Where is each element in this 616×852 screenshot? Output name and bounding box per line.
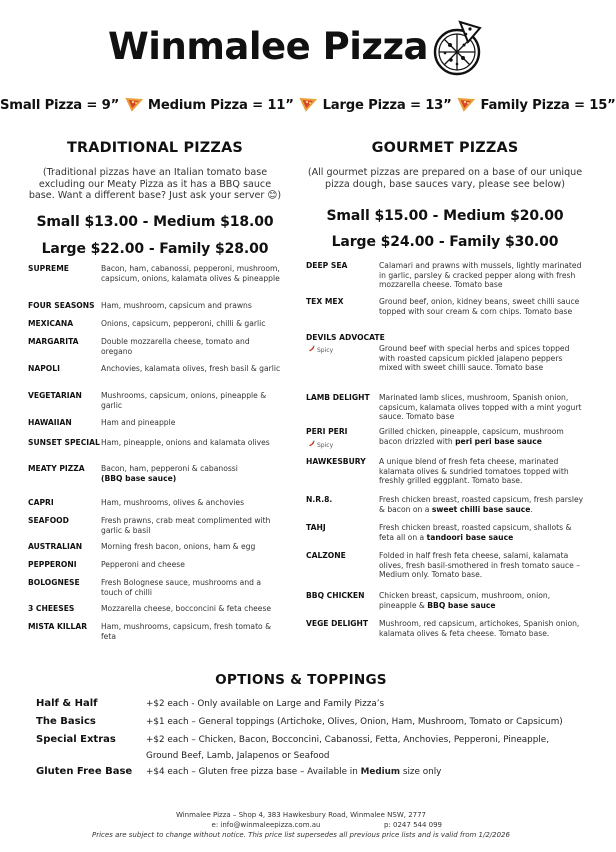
pizza-name: PEPPERONI bbox=[28, 560, 77, 569]
pizza-description: Mushroom, red capsicum, artichokes, Spanish onion, kalamata olives & feta cheese. Tomato base. bbox=[379, 619, 580, 638]
base-sauce-note: BBQ base sauce bbox=[427, 600, 496, 610]
pizza-name: FOUR SEASONS bbox=[28, 301, 95, 310]
pizza-name: SEAFOOD bbox=[28, 516, 69, 525]
pizza-description: Ham, mushrooms, olives & anchovies bbox=[101, 498, 245, 507]
pizza-description: Double mozzarella cheese, tomato and oregano bbox=[101, 337, 250, 356]
pizza-name: VEGETARIAN bbox=[28, 391, 82, 400]
pizza-description: Morning fresh bacon, onions, ham & egg bbox=[101, 542, 256, 551]
pizza-name: SUPREME bbox=[28, 264, 69, 273]
chili-icon bbox=[308, 441, 315, 449]
option-description: +$2 each – Chicken, Bacon, Bocconcini, Cabanossi, Fetta, Anchovies, Pepperoni, Pineapple, Ground Beef, Lamb, Jalapenos or Seafood bbox=[146, 735, 549, 761]
pizza-name: MEATY PIZZA bbox=[28, 464, 85, 473]
traditional-intro: (Traditional pizzas have an Italian tomato base excluding our Meaty Pizza as it has a BBQ sauce base. Want a different base? Just ask your server 😊) bbox=[28, 167, 282, 202]
pizza-name: AUSTRALIAN bbox=[28, 542, 83, 551]
footer-email: e: info@winmaleepizza.com.au bbox=[211, 821, 321, 829]
footer bbox=[0, 810, 602, 840]
pizza-description: Fresh prawns, crab meat complimented with garlic & basil bbox=[101, 516, 271, 535]
option-description: +$2 each - Only available on Large and Family Pizza’s bbox=[146, 699, 385, 709]
footer-address: Winmalee Pizza – Shop 4, 383 Hawkesbury Road, Winmalee NSW, 2777 bbox=[175, 811, 427, 819]
pizza-description: Ground beef, onion, kidney beans, sweet chilli sauce topped with sour cream & corn chips. Tomato base bbox=[379, 297, 580, 316]
traditional-pizzas-section bbox=[28, 138, 282, 641]
pizza-description: Bacon, ham, cabanossi, pepperoni, mushroom, capsicum, onions, kalamata olives & pineapple bbox=[101, 264, 280, 283]
pizza-description: Fresh Bolognese sauce, mushrooms and a touch of chilli bbox=[101, 578, 262, 597]
option-description: +$1 each – General toppings (Artichoke, Olives, Onion, Ham, Mushroom, Tomato or Capsicum) bbox=[146, 717, 563, 727]
pizza-slice-icon bbox=[126, 97, 142, 111]
gourmet-pizzas-section bbox=[306, 138, 584, 638]
pizza-description: Ham and pineapple bbox=[101, 418, 176, 427]
spicy-badge: Spicy bbox=[308, 440, 333, 450]
traditional-price-large-family: Large $22.00 - Family $28.00 bbox=[41, 240, 269, 257]
pizza-icon bbox=[430, 18, 484, 76]
pizza-description: Ground beef with special herbs and spices topped with roasted capsicum pickled jalapeno peppers mixed with sweet chilli sauce. Tomato base bbox=[379, 344, 570, 373]
option-name: Gluten Free Base bbox=[36, 766, 133, 777]
size-large: Large Pizza = 13” bbox=[322, 98, 452, 113]
gourmet-intro: (All gourmet pizzas are prepared on a base of our unique pizza dough, base sauces vary, please see below) bbox=[307, 167, 583, 190]
footer-notice: Prices are subject to change without notice. This price list supersedes all previous price lists and is valid from 1/2/2026 bbox=[92, 831, 510, 839]
footer-phone: p: 0247 544 099 bbox=[384, 821, 443, 829]
pizza-name: MARGARITA bbox=[28, 337, 79, 346]
base-sauce-note: tandoori base sauce bbox=[426, 532, 514, 542]
size-small: Small Pizza = 9” bbox=[0, 98, 120, 113]
menu-header bbox=[0, 18, 602, 80]
options-heading: OPTIONS & TOPPINGS bbox=[215, 672, 387, 688]
option-name: Half & Half bbox=[36, 698, 98, 709]
pizza-description: Mozzarella cheese, bocconcini & feta cheese bbox=[101, 604, 272, 613]
chili-icon bbox=[308, 346, 315, 354]
pizza-description: Onions, capsicum, pepperoni, chilli & garlic bbox=[101, 319, 266, 328]
pizza-name: TEX MEX bbox=[306, 297, 344, 306]
pizza-description: Folded in half fresh feta cheese, salami, kalamata olives, fresh basil-smothered in fresh tomato sauce – Medium only. Tomato base. bbox=[379, 551, 581, 580]
size-family: Family Pizza = 15” bbox=[480, 98, 616, 113]
base-sauce-note: peri peri base sauce bbox=[455, 436, 542, 446]
option-name: Special Extras bbox=[36, 734, 116, 745]
pizza-description: Ham, mushroom, capsicum and prawns bbox=[101, 301, 252, 310]
pizza-slice-icon bbox=[300, 97, 316, 111]
pizza-name: CAPRI bbox=[28, 498, 54, 507]
pizza-description: Mushrooms, capsicum, onions, pineapple & garlic bbox=[101, 391, 267, 410]
base-sauce-note: (BBQ base sauce) bbox=[101, 473, 177, 483]
gourmet-heading: GOURMET PIZZAS bbox=[371, 140, 519, 156]
pizza-name: SUNSET SPECIAL bbox=[28, 438, 100, 447]
pizza-description: Grilled chicken, pineapple, capsicum, mushroom bacon drizzled with peri peri base sauce bbox=[379, 427, 564, 446]
pizza-sizes-line bbox=[0, 96, 616, 116]
pizza-name: BOLOGNESE bbox=[28, 578, 80, 587]
size-medium: Medium Pizza = 11” bbox=[147, 98, 294, 113]
pizza-name: 3 CHEESES bbox=[28, 604, 75, 613]
pizza-description: Pepperoni and cheese bbox=[101, 560, 185, 569]
pizza-name: BBQ CHICKEN bbox=[306, 591, 365, 600]
base-sauce-note: sweet chilli base sauce bbox=[431, 504, 531, 514]
pizza-description: Ham, pineapple, onions and kalamata olives bbox=[101, 438, 270, 447]
pizza-name: TAHJ bbox=[306, 523, 326, 532]
pizza-description: Bacon, ham, pepperoni & cabanossi (BBQ base sauce) bbox=[101, 464, 238, 483]
restaurant-title: Winmalee Pizza bbox=[108, 25, 428, 68]
pizza-name: VEGE DELIGHT bbox=[306, 619, 369, 628]
pizza-name: HAWAIIAN bbox=[28, 418, 72, 427]
pizza-name: N.R.8. bbox=[306, 495, 333, 504]
pizza-description: A unique blend of fresh feta cheese, marinated kalamata olives & sundried tomatoes topped with freshly grilled eggplant. Tomato base. bbox=[379, 457, 569, 486]
pizza-name: DEVILS ADVOCATE bbox=[306, 333, 385, 342]
pizza-name: CALZONE bbox=[306, 551, 346, 560]
pizza-description: Fresh chicken breast, roasted capsicum, fresh parsley & bacon on a sweet chilli base sauce. bbox=[379, 495, 584, 514]
pizza-name: HAWKESBURY bbox=[306, 457, 366, 466]
pizza-slice-icon bbox=[458, 97, 474, 111]
pizza-name: NAPOLI bbox=[28, 364, 60, 373]
pizza-name: LAMB DELIGHT bbox=[306, 393, 370, 402]
pizza-name: DEEP SEA bbox=[306, 261, 348, 270]
gourmet-price-large-family: Large $24.00 - Family $30.00 bbox=[331, 234, 559, 251]
pizza-description: Calamari and prawns with mussels, lightly marinated in garlic, parsley & cracked pepper along with fresh mozzarella cheese. Tomato base bbox=[379, 261, 582, 290]
pizza-name: MEXICANA bbox=[28, 319, 74, 328]
pizza-description: Fresh chicken breast, roasted capsicum, shallots & feta all on a tandoori base sauce bbox=[379, 523, 572, 542]
traditional-price-small-medium: Small $13.00 - Medium $18.00 bbox=[36, 213, 274, 230]
pizza-name: MISTA KILLAR bbox=[28, 622, 88, 631]
gourmet-price-small-medium: Small $15.00 - Medium $20.00 bbox=[326, 208, 564, 225]
option-name: The Basics bbox=[36, 716, 96, 727]
pizza-description: Ham, mushrooms, capsicum, fresh tomato & feta bbox=[101, 622, 272, 641]
pizza-description: Anchovies, kalamata olives, fresh basil & garlic bbox=[101, 364, 281, 373]
spicy-badge: Spicy bbox=[308, 345, 333, 355]
pizza-name: PERI PERI bbox=[306, 427, 348, 436]
pizza-description: Marinated lamb slices, mushroom, Spanish onion, capsicum, kalamata olives topped with a mint yogurt sauce. Tomato base bbox=[379, 393, 582, 422]
option-description: +$4 each – Gluten free pizza base – Available in Medium size only bbox=[146, 767, 442, 777]
pizza-description: Chicken breast, capsicum, mushroom, onion, pineapple & BBQ base sauce bbox=[379, 591, 551, 610]
traditional-heading: TRADITIONAL PIZZAS bbox=[67, 140, 243, 156]
